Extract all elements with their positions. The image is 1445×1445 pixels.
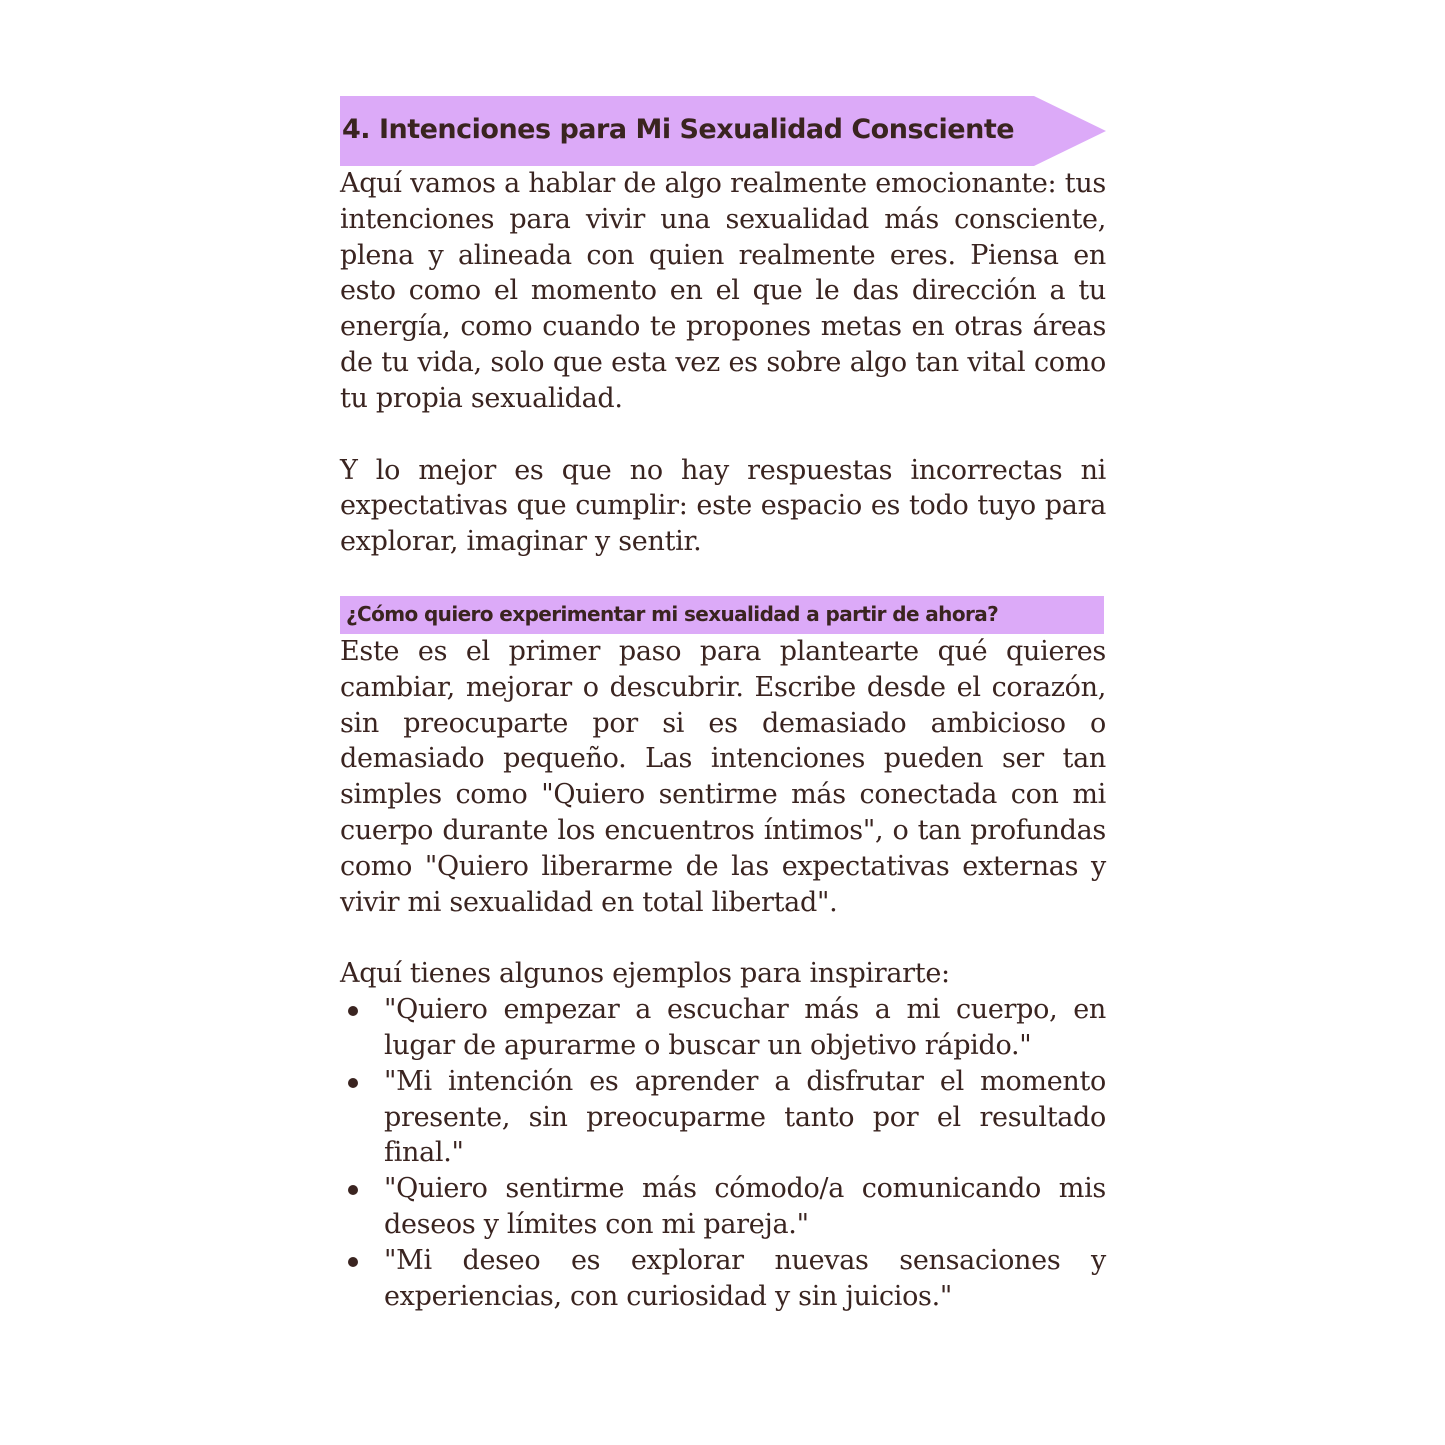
bullet-icon [348,1006,358,1016]
title-banner [340,96,1106,166]
intro-paragraph-2: Y lo mejor es que no hay respuestas incorrectas ni expectativas que cumplir: este espacio es todo tuyo para explorar, imaginar y sentir. [340,454,1106,558]
list-item [340,1171,1106,1243]
bullet-icon [348,1257,358,1267]
examples-list [340,992,1106,1314]
list-item-text: "Mi deseo es explorar nuevas sensaciones y experiencias, con curiosidad y sin juicios." [384,1244,1106,1312]
bullet-icon [348,1078,358,1088]
section-heading [340,596,1104,634]
page-title: 4. Intenciones para Mi Sexualidad Consciente [342,114,1015,145]
list-item-text: "Mi intención es aprender a disfrutar el momento presente, sin preocuparme tanto por el resultado final." [384,1065,1106,1169]
examples-intro: Aquí tienes algunos ejemplos para inspirarte: [340,958,950,990]
section-paragraph-1: Este es el primer paso para plantearte qué quieres cambiar, mejorar o descubrir. Escribe desde el corazón, sin preocuparte por si es demasiado ambicioso o demasiado pequeño. Las intenciones pueden ser tan simples como "Quiero sentirme más conectada con mi cuerpo durante los encuentros íntimos", o tan profundas como "Quiero liberarme de las expectativas externas y vivir mi sexualidad en total libertad". [340,635,1106,918]
list-item-text: "Quiero sentirme más cómodo/a comunicando mis deseos y límites con mi pareja." [384,1173,1106,1240]
section-heading-text: ¿Cómo quiero experimentar mi sexualidad a partir de ahora? [346,601,999,626]
bullet-icon [348,1185,358,1195]
list-item-text: "Quiero empezar a escuchar más a mi cuerpo, en lugar de apurarme o buscar un objetivo rápido." [384,994,1106,1061]
document-page [340,96,1106,1314]
list-item [340,1243,1106,1315]
list-item [340,1064,1106,1171]
intro-paragraph-1: Aquí vamos a hablar de algo realmente emocionante: tus intenciones para vivir una sexualidad más consciente, plena y alineada con quien realmente eres. Piensa en esto como el momento en el que le das dirección a tu energía, como cuando te propones metas en otras áreas de tu vida, solo que esta vez es sobre algo tan vital como tu propia sexualidad. [340,168,1106,414]
list-item [340,992,1106,1064]
